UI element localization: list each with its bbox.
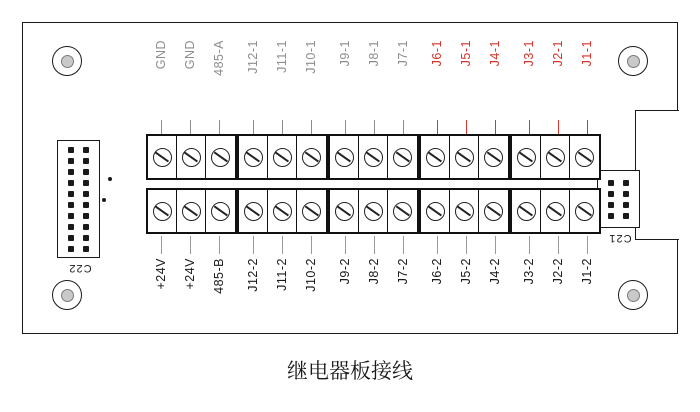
terminal-block-row-bottom	[146, 188, 601, 234]
leader-line-bottom	[558, 236, 559, 254]
connector-pin	[83, 213, 89, 219]
connector-pin	[608, 202, 614, 208]
mounting-hole-bottom-left	[52, 280, 82, 310]
leader-line-bottom	[161, 236, 162, 254]
terminal-screw-slot[interactable]	[297, 190, 326, 232]
leader-line-bottom	[437, 236, 438, 254]
leader-line-top	[190, 120, 191, 134]
connector-pin	[83, 169, 89, 175]
connector-pin	[83, 235, 89, 241]
terminal-screw-slot[interactable]	[359, 190, 388, 232]
screw-icon	[273, 202, 292, 221]
terminal-screw-slot[interactable]	[148, 190, 177, 232]
leader-line-bottom	[253, 236, 254, 254]
terminal-group	[419, 188, 510, 234]
terminal-screw-slot[interactable]	[479, 190, 508, 232]
terminal-label-top: J2-1	[550, 40, 565, 67]
screw-icon	[455, 202, 474, 221]
terminal-screw-slot[interactable]	[148, 136, 177, 178]
connector-pin	[608, 191, 614, 197]
terminal-screw-slot[interactable]	[206, 190, 235, 232]
connector-pin	[608, 180, 614, 186]
connector-c21	[597, 170, 640, 228]
terminal-screw-slot[interactable]	[177, 136, 206, 178]
leader-line-top	[437, 120, 438, 134]
terminal-label-top: J6-1	[429, 40, 444, 67]
leader-line-bottom	[311, 236, 312, 254]
connector-pin	[83, 147, 89, 153]
screw-icon	[364, 148, 383, 167]
screw-icon	[517, 202, 536, 221]
terminal-screw-slot[interactable]	[268, 136, 297, 178]
board-notch-cover	[675, 112, 681, 238]
mounting-hole-top-left	[52, 46, 82, 76]
terminal-screw-slot[interactable]	[388, 190, 417, 232]
relay-board	[22, 22, 678, 334]
terminal-label-top: J11-1	[274, 40, 289, 73]
terminal-label-top: J10-1	[303, 40, 318, 74]
screw-icon	[393, 148, 412, 167]
leader-line-bottom	[466, 236, 467, 254]
terminal-group	[510, 134, 601, 180]
screw-icon	[517, 148, 536, 167]
terminal-label-bottom: J10-2	[303, 258, 318, 292]
terminal-label-top: J9-1	[337, 40, 352, 67]
connector-pin	[68, 180, 74, 186]
connector-pin	[68, 235, 74, 241]
terminal-screw-slot[interactable]	[239, 136, 268, 178]
leader-line-bottom	[345, 236, 346, 254]
terminal-label-bottom: +24V	[182, 258, 197, 290]
leader-line-top	[495, 120, 496, 134]
screw-icon	[426, 202, 445, 221]
leader-line-top	[253, 120, 254, 134]
terminal-label-top: J7-1	[395, 40, 410, 67]
leader-line-top	[403, 120, 404, 134]
screw-icon	[335, 202, 354, 221]
terminal-screw-slot[interactable]	[177, 190, 206, 232]
screw-icon	[153, 202, 172, 221]
terminal-label-bottom: J3-2	[521, 258, 536, 285]
silkscreen-dot-1	[108, 177, 112, 181]
connector-pin	[623, 202, 629, 208]
connector-pin	[623, 180, 629, 186]
leader-line-top	[529, 120, 530, 134]
leader-line-top	[219, 120, 220, 134]
mounting-hole-bottom-right	[618, 280, 648, 310]
terminal-group	[146, 134, 237, 180]
screw-icon	[484, 202, 503, 221]
terminal-group	[419, 134, 510, 180]
screw-icon	[393, 202, 412, 221]
terminal-screw-slot[interactable]	[297, 136, 326, 178]
connector-pin	[608, 213, 614, 219]
terminal-screw-slot[interactable]	[512, 136, 541, 178]
terminal-label-bottom: J11-2	[274, 258, 289, 291]
terminal-screw-slot[interactable]	[359, 136, 388, 178]
diagram-caption: 继电器板接线	[287, 360, 413, 383]
terminal-screw-slot[interactable]	[421, 136, 450, 178]
screw-icon	[244, 148, 263, 167]
leader-line-top	[587, 120, 588, 134]
terminal-label-bottom: J8-2	[366, 258, 381, 285]
leader-line-bottom	[403, 236, 404, 254]
connector-pin	[68, 213, 74, 219]
connector-pin	[83, 224, 89, 230]
terminal-label-top: J4-1	[487, 40, 502, 67]
terminal-label-bottom: J9-2	[337, 258, 352, 285]
screw-icon	[426, 148, 445, 167]
silkscreen-dot-2	[102, 198, 106, 202]
terminal-screw-slot[interactable]	[206, 136, 235, 178]
terminal-screw-slot[interactable]	[450, 190, 479, 232]
connector-pin	[68, 147, 74, 153]
terminal-screw-slot[interactable]	[570, 190, 599, 232]
leader-line-top	[161, 120, 162, 134]
terminal-label-bottom: J12-2	[245, 258, 260, 292]
leader-line-top	[282, 120, 283, 134]
terminal-label-top: GND	[153, 40, 168, 70]
leader-line-top	[466, 120, 467, 134]
connector-pin	[68, 224, 74, 230]
terminal-group	[237, 134, 328, 180]
screw-icon	[182, 148, 201, 167]
terminal-label-bottom: J7-2	[395, 258, 410, 285]
terminal-screw-slot[interactable]	[388, 136, 417, 178]
terminal-label-top: J3-1	[521, 40, 536, 67]
terminal-label-top: GND	[182, 40, 197, 70]
screw-icon	[244, 202, 263, 221]
screw-icon	[484, 148, 503, 167]
connector-pin	[68, 158, 74, 164]
terminal-label-bottom: J5-2	[458, 258, 473, 285]
terminal-group	[510, 188, 601, 234]
screw-icon	[335, 148, 354, 167]
terminal-screw-slot[interactable]	[268, 190, 297, 232]
screw-icon	[546, 148, 565, 167]
connector-c22	[57, 140, 100, 258]
screw-icon	[211, 148, 230, 167]
screw-icon	[273, 148, 292, 167]
screw-icon	[575, 202, 594, 221]
terminal-label-top: J5-1	[458, 40, 473, 67]
leader-line-bottom	[495, 236, 496, 254]
screw-icon	[153, 148, 172, 167]
terminal-screw-slot[interactable]	[450, 136, 479, 178]
connector-pin	[68, 191, 74, 197]
leader-line-top	[311, 120, 312, 134]
connector-pin	[83, 246, 89, 252]
terminal-label-bottom: 485-B	[211, 258, 226, 294]
leader-line-top	[558, 120, 559, 134]
connector-pin	[68, 169, 74, 175]
terminal-label-bottom: J1-2	[579, 258, 594, 285]
leader-line-bottom	[282, 236, 283, 254]
leader-line-top	[345, 120, 346, 134]
screw-icon	[546, 202, 565, 221]
connector-c21-label: C21	[608, 232, 632, 244]
terminal-label-top: J12-1	[245, 40, 260, 74]
terminal-label-bottom: J4-2	[487, 258, 502, 285]
terminal-screw-slot[interactable]	[330, 136, 359, 178]
connector-pin	[83, 180, 89, 186]
terminal-screw-slot[interactable]	[330, 190, 359, 232]
terminal-screw-slot[interactable]	[541, 136, 570, 178]
terminal-group	[237, 188, 328, 234]
connector-pin	[68, 202, 74, 208]
terminal-group	[328, 134, 419, 180]
leader-line-bottom	[190, 236, 191, 254]
terminal-screw-slot[interactable]	[570, 136, 599, 178]
terminal-screw-slot[interactable]	[541, 190, 570, 232]
terminal-label-top: J1-1	[579, 40, 594, 67]
board-right-notch	[635, 110, 679, 240]
terminal-screw-slot[interactable]	[512, 190, 541, 232]
terminal-screw-slot[interactable]	[239, 190, 268, 232]
leader-line-bottom	[529, 236, 530, 254]
connector-pin	[83, 158, 89, 164]
terminal-label-bottom: J2-2	[550, 258, 565, 285]
screw-icon	[302, 148, 321, 167]
leader-line-bottom	[374, 236, 375, 254]
screw-icon	[575, 148, 594, 167]
connector-pin	[68, 246, 74, 252]
screw-icon	[455, 148, 474, 167]
terminal-group	[146, 188, 237, 234]
terminal-screw-slot[interactable]	[479, 136, 508, 178]
terminal-screw-slot[interactable]	[421, 190, 450, 232]
leader-line-top	[374, 120, 375, 134]
leader-line-bottom	[587, 236, 588, 254]
screw-icon	[211, 202, 230, 221]
connector-c22-label: C22	[68, 262, 92, 274]
screw-icon	[302, 202, 321, 221]
mounting-hole-top-right	[618, 46, 648, 76]
terminal-group	[328, 188, 419, 234]
connector-pin	[83, 191, 89, 197]
screw-icon	[182, 202, 201, 221]
terminal-label-top: 485-A	[211, 40, 226, 76]
screw-icon	[364, 202, 383, 221]
leader-line-bottom	[219, 236, 220, 254]
terminal-block-row-top	[146, 134, 601, 180]
connector-pin	[623, 191, 629, 197]
terminal-label-top: J8-1	[366, 40, 381, 67]
connector-pin	[623, 213, 629, 219]
terminal-label-bottom: +24V	[153, 258, 168, 290]
connector-pin	[83, 202, 89, 208]
terminal-label-bottom: J6-2	[429, 258, 444, 285]
